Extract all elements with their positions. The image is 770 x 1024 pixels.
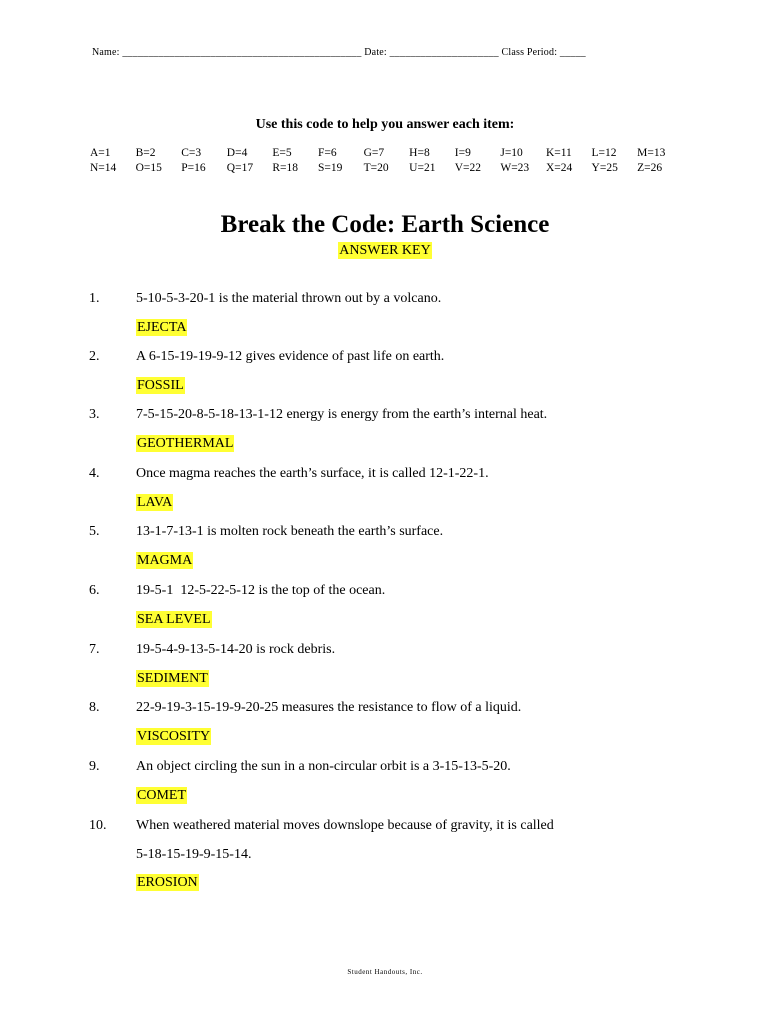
question-number: 9. (89, 759, 100, 774)
page-title: Break the Code: Earth Science (220, 211, 550, 238)
answer-key-heading (0, 241, 770, 259)
code-cell: E=5 (272, 147, 292, 159)
code-cell: T=20 (363, 162, 389, 174)
answer-highlight: EROSION (137, 875, 198, 890)
question-text: An object circling the sun in a non-circular orbit is a 3-15-13-5-20. (136, 759, 511, 774)
question-text: 19-5-4-9-13-5-14-20 is rock debris. (136, 642, 336, 657)
code-cell: P=16 (181, 162, 206, 174)
question-text: 22-9-19-3-15-19-9-20-25 measures the resistance to flow of a liquid. (136, 700, 522, 715)
header-name-date-period: Name: ______________________________________________ Date: _____________________ Class Period: _____ (92, 47, 586, 58)
code-cell: J=10 (500, 147, 523, 159)
code-cell: R=18 (272, 162, 299, 174)
question-text: Once magma reaches the earth’s surface, it is called 12-1-22-1. (136, 466, 489, 481)
question-number: 10. (89, 818, 107, 833)
question-number: 1. (89, 291, 100, 306)
question-text: When weathered material moves downslope because of gravity, it is called (136, 818, 554, 833)
code-cell: N=14 (90, 162, 117, 174)
letter-code-table (90, 146, 683, 175)
code-cell: A=1 (90, 147, 111, 159)
code-cell: X=24 (545, 162, 573, 174)
question-number: 8. (89, 700, 100, 715)
code-cell: V=22 (454, 162, 482, 174)
code-cell: G=7 (363, 147, 385, 159)
question-number: 6. (89, 583, 100, 598)
code-cell: L=12 (591, 147, 617, 159)
code-cell: S=19 (317, 162, 343, 174)
code-cell: K=11 (545, 147, 572, 159)
question-number: 4. (89, 466, 100, 481)
answer-highlight: VISCOSITY (137, 729, 211, 744)
code-cell: W=23 (500, 162, 530, 174)
answer-highlight: SEDIMENT (137, 671, 208, 686)
question-number: 7. (89, 642, 100, 657)
code-cell: Q=17 (226, 162, 254, 174)
code-cell: O=15 (135, 162, 162, 174)
question-text: 19-5-1 12-5-22-5-12 is the top of the ocean. (136, 583, 386, 598)
answer-highlight: COMET (137, 788, 186, 803)
question-number: 5. (89, 524, 100, 539)
question-text-continued: 5-18-15-19-9-15-14. (136, 847, 252, 862)
code-cell: M=13 (637, 147, 666, 159)
code-cell: H=8 (409, 147, 430, 159)
code-cell: B=2 (135, 147, 156, 159)
code-cell: F=6 (317, 147, 337, 159)
answer-highlight: EJECTA (137, 320, 187, 335)
question-number: 3. (89, 407, 100, 422)
code-cell: Z=26 (637, 162, 663, 174)
code-cell: Y=25 (591, 162, 618, 174)
question-text: 5-10-5-3-20-1 is the material thrown out by a volcano. (136, 291, 442, 306)
answer-highlight: SEA LEVEL (137, 612, 211, 627)
code-cell: I=9 (454, 147, 471, 159)
code-instructions: Use this code to help you answer each item: (255, 117, 515, 132)
code-cell: C=3 (181, 147, 202, 159)
question-text: A 6-15-19-19-9-12 gives evidence of past life on earth. (136, 349, 445, 364)
code-cell: U=21 (409, 162, 436, 174)
footer-publisher: Student Handouts, Inc. (347, 968, 423, 976)
answer-highlight: MAGMA (137, 553, 193, 568)
question-text: 13-1-7-13-1 is molten rock beneath the earth’s surface. (136, 524, 444, 539)
code-cell: D=4 (226, 147, 248, 159)
answer-highlight: LAVA (137, 495, 173, 510)
question-number: 2. (89, 349, 100, 364)
question-text: 7-5-15-20-8-5-18-13-1-12 energy is energy from the earth’s internal heat. (136, 407, 548, 422)
answer-highlight: GEOTHERMAL (137, 436, 234, 451)
answer-highlight: FOSSIL (137, 378, 184, 393)
answer-key-label: ANSWER KEY (339, 243, 431, 258)
